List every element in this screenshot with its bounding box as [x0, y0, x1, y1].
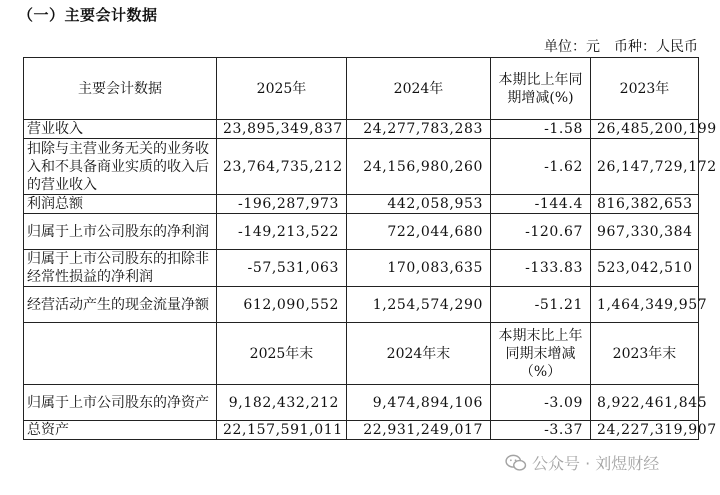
cell-change: -144.4 [491, 195, 591, 214]
cell-change: -3.09 [491, 385, 591, 421]
cell-2025: 22,157,591,011 [217, 421, 347, 440]
cell-2024: 24,277,783,283 [347, 120, 491, 139]
table-row [24, 120, 699, 139]
header-label: 主要会计数据 [24, 58, 217, 120]
cell-2023: 816,382,653 [591, 195, 699, 214]
cell-2024: 170,083,635 [347, 250, 491, 287]
header-2025-end: 2025年末 [217, 323, 347, 385]
row-label: 扣除与主营业务无关的业务收入和不具备商业实质的收入后的营业收入 [24, 139, 217, 195]
unit-line: 单位：元 币种：人民币 [544, 39, 698, 55]
cell-2025: 23,764,735,212 [217, 139, 347, 195]
table-header-row [24, 58, 699, 120]
cell-2023: 8,922,461,845 [591, 385, 699, 421]
header-change: 本期比上年同期增减(%) [491, 58, 591, 120]
table-row [24, 250, 699, 287]
watermark [505, 451, 659, 474]
header-change-end: 本期末比上年同期末增减（%） [491, 323, 591, 385]
header-2025: 2025年 [217, 58, 347, 120]
wechat-icon [505, 454, 527, 472]
table-row [24, 139, 699, 195]
cell-2024: 22,931,249,017 [347, 421, 491, 440]
cell-2023: 26,485,200,199 [591, 120, 699, 139]
cell-2024: 722,044,680 [347, 214, 491, 250]
row-label: 总资产 [24, 421, 217, 440]
cell-2023: 523,042,510 [591, 250, 699, 287]
cell-2024: 1,254,574,290 [347, 287, 491, 323]
cell-change: -133.83 [491, 250, 591, 287]
watermark-text: 公众号 · 刘煜财经 [532, 454, 660, 473]
row-label: 归属于上市公司股东的净资产 [24, 385, 217, 421]
header-2024-end: 2024年末 [347, 323, 491, 385]
cell-2025: -57,531,063 [217, 250, 347, 287]
row-label: 经营活动产生的现金流量净额 [24, 287, 217, 323]
row-label: 利润总额 [24, 195, 217, 214]
cell-2023: 24,227,319,907 [591, 421, 699, 440]
cell-2024: 24,156,980,260 [347, 139, 491, 195]
table-row [24, 421, 699, 440]
cell-2023: 967,330,384 [591, 214, 699, 250]
row-label: 营业收入 [24, 120, 217, 139]
section-title: （一）主要会计数据 [18, 6, 158, 24]
cell-2025: -149,213,522 [217, 214, 347, 250]
row-label: 归属于上市公司股东的净利润 [24, 214, 217, 250]
cell-change: -1.62 [491, 139, 591, 195]
cell-2025: 23,895,349,837 [217, 120, 347, 139]
table-row [24, 195, 699, 214]
header-2023-end: 2023年末 [591, 323, 699, 385]
cell-2025: -196,287,973 [217, 195, 347, 214]
cell-2023: 1,464,349,957 [591, 287, 699, 323]
cell-2024: 442,058,953 [347, 195, 491, 214]
header-label-empty [24, 323, 217, 385]
cell-change: -3.37 [491, 421, 591, 440]
cell-change: -51.21 [491, 287, 591, 323]
accounting-data-table [23, 57, 717, 440]
cell-2024: 9,474,894,106 [347, 385, 491, 421]
cell-change: -120.67 [491, 214, 591, 250]
cell-2025: 612,090,552 [217, 287, 347, 323]
table-subheader-row [24, 323, 699, 385]
cell-2023: 26,147,729,172 [591, 139, 699, 195]
header-2024: 2024年 [347, 58, 491, 120]
table-row [24, 214, 699, 250]
header-2023: 2023年 [591, 58, 699, 120]
row-label: 归属于上市公司股东的扣除非经常性损益的净利润 [24, 250, 217, 287]
table-row [24, 385, 699, 421]
cell-2025: 9,182,432,212 [217, 385, 347, 421]
cell-change: -1.58 [491, 120, 591, 139]
table-row [24, 287, 699, 323]
